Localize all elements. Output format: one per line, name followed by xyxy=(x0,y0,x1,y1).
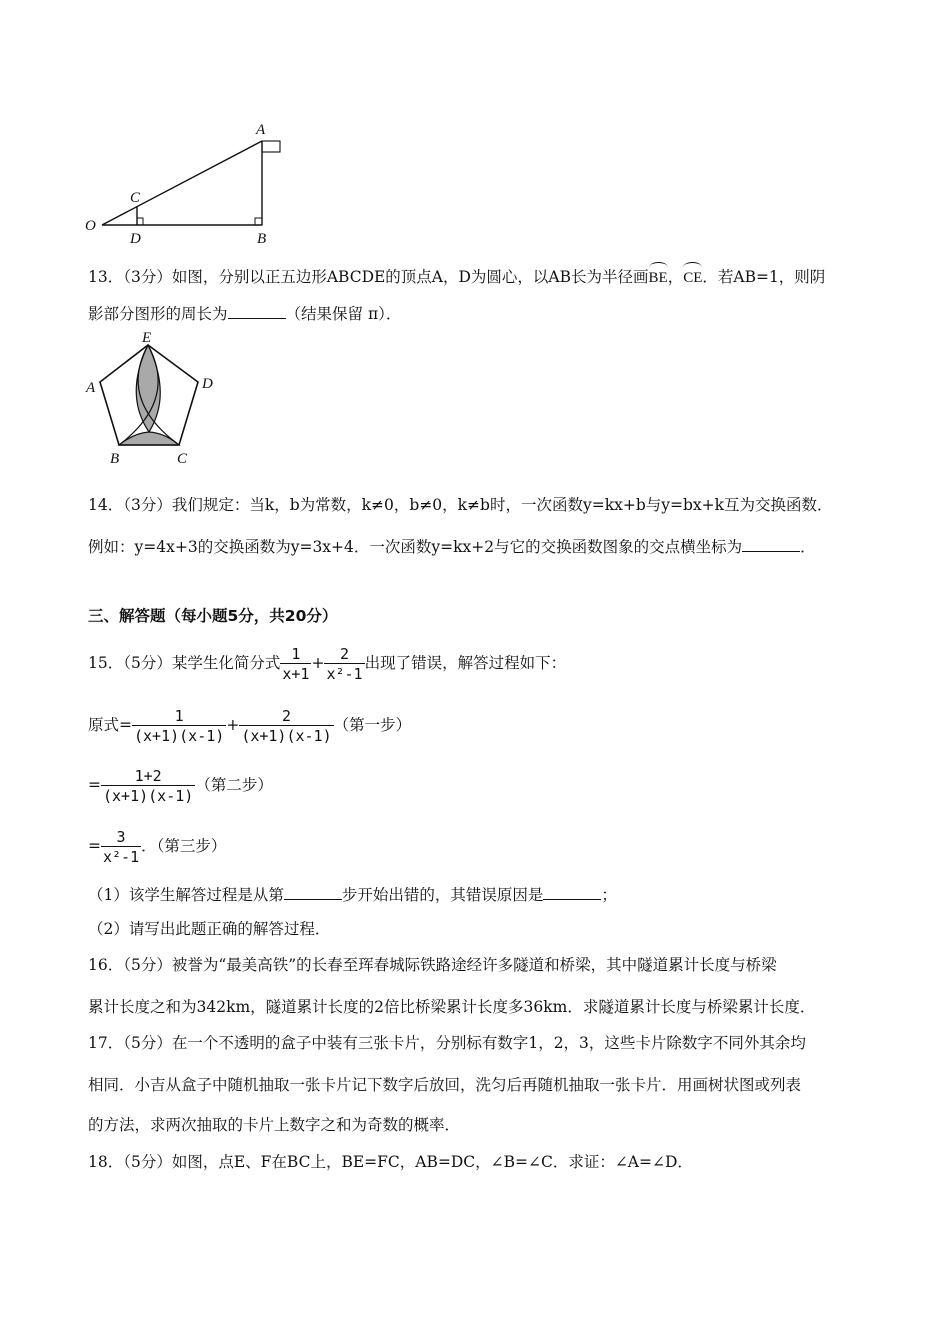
arc-be: BE xyxy=(649,262,668,288)
right-angle-mark-d xyxy=(137,218,143,225)
arc-ce: CE xyxy=(683,262,702,288)
q15-step1: 原式= $\frac{1}{(x+1)(x-1)}$ + $\frac{2}{(x+1)(x-1)}$ （第一步） xyxy=(88,706,412,745)
label-b: B xyxy=(110,451,120,467)
label-c: C xyxy=(177,451,188,467)
right-angle-mark-b xyxy=(255,218,262,225)
q15-sub2: （2）请写出此题正确的解答过程． xyxy=(88,920,331,938)
q14-line1: 14．（3分）我们规定：当k，b为常数，k≠0，b≠0，k≠b时，一次函数y=kx+b与y=bx+k互为交换函数． xyxy=(88,496,833,514)
q15-intro: 15．（5分）某学生化简分式 $\frac{1}{x+1}$ + $\frac{2}{\text{x²-1}}$ 出现了错误，解答过程如下： xyxy=(88,644,567,683)
q13-line1: 13．（3分）如图，分别以正五边形ABCDE的顶点A，D为圆心，以AB长为半径画BE，CE．若AB=1，则阴 xyxy=(88,262,825,288)
q15-sub1: （1）该学生解答过程是从第 步开始出错的，其错误原因是 ； xyxy=(88,886,617,904)
fraction: $\frac{2}{(x+1)(x-1)}$ xyxy=(241,706,332,745)
q16-line2: 累计长度之和为342km，隧道累计长度的2倍比桥梁累计长度多36km．求隧道累计长度与桥梁累计长度． xyxy=(88,998,816,1016)
fraction: $\frac{2}{\text{x²-1}}$ xyxy=(326,644,363,683)
label-a: A xyxy=(256,122,266,138)
q17-line1: 17．（5分）在一个不透明的盒子中装有三张卡片，分别标有数字1，2，3，这些卡片除数字不同外其余均 xyxy=(88,1034,806,1052)
fraction: $\frac{1}{x+1}$ xyxy=(282,644,310,683)
label-d: D xyxy=(130,231,141,247)
right-angle-mark-a xyxy=(262,141,280,152)
label-a: A xyxy=(86,380,96,396)
label-e: E xyxy=(142,330,152,346)
label-b: B xyxy=(257,231,267,247)
q15-step3: = $\frac{3}{\text{x²-1}}$ ．（第三步） xyxy=(88,827,227,866)
answer-blank xyxy=(228,304,286,319)
answer-blank xyxy=(543,885,601,900)
shaded-lens-top xyxy=(136,345,160,432)
label-d: D xyxy=(202,376,213,392)
pentagon-figure xyxy=(82,330,232,470)
q13-line2: 影部分图形的周长为 （结果保留 π）． xyxy=(88,305,402,323)
q16-line1: 16．（5分）被誉为“最美高铁”的长春至珲春城际铁路途经许多隧道和桥梁，其中隧道累计长度与桥梁 xyxy=(88,956,777,974)
label-o: O xyxy=(85,218,96,234)
q17-line3: 的方法，求两次抽取的卡片上数字之和为奇数的概率． xyxy=(88,1116,461,1134)
segment-oa xyxy=(102,141,262,225)
answer-blank xyxy=(742,537,800,552)
answer-blank xyxy=(284,885,342,900)
fraction: $\frac{1+2}{(x+1)(x-1)}$ xyxy=(103,766,194,805)
q14-line2: 例如：y=4x+3的交换函数为y=3x+4．一次函数y=kx+2与它的交换函数图象的交点横坐标为 ． xyxy=(88,538,816,556)
triangle-figure xyxy=(80,118,300,248)
section-heading: 三、解答题（每小题5分，共20分） xyxy=(88,607,338,625)
q18-line1: 18．（5分）如图，点E、F在BC上，BE=FC，AB=DC，∠B=∠C．求证：∠A=∠D． xyxy=(88,1153,693,1171)
fraction: $\frac{3}{\text{x²-1}}$ xyxy=(103,827,140,866)
label-c: C xyxy=(130,190,141,206)
q15-step2: = $\frac{1+2}{(x+1)(x-1)}$ （第二步） xyxy=(88,766,273,805)
fraction: $\frac{1}{(x+1)(x-1)}$ xyxy=(134,706,225,745)
q17-line2: 相同．小吉从盒子中随机抽取一张卡片记下数字后放回，洗匀后再随机抽取一张卡片．用画树状图或列表 xyxy=(88,1076,802,1094)
